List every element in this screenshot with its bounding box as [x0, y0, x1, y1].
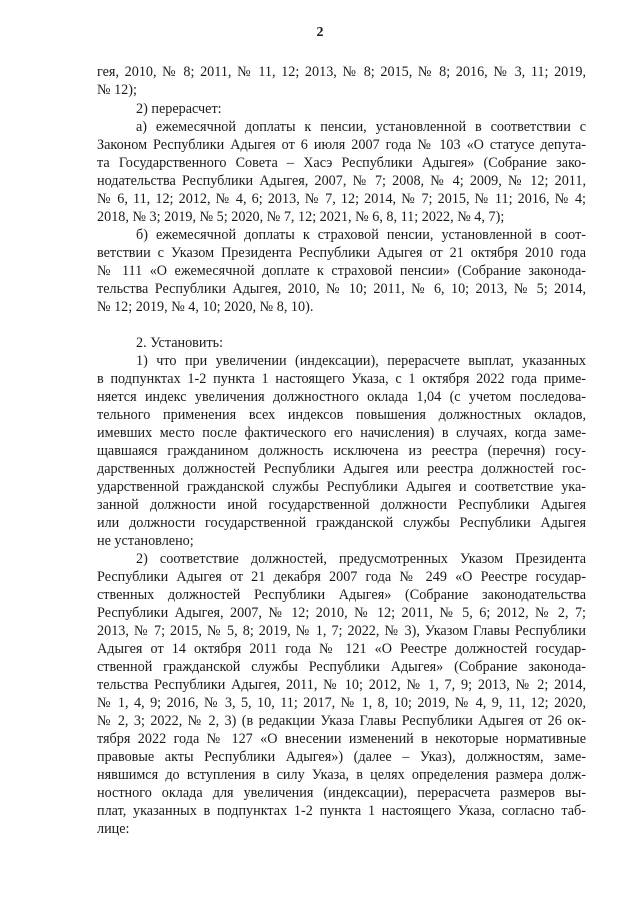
text-line: 2013, № 7; 2015, № 5, 8; 2019, № 1, 7; 2022, № 3), Указом Главы Республики [97, 623, 586, 639]
text-line: Адыгея от 14 октября 2011 года № 121 «О Реестре должностей государ- [97, 641, 586, 657]
text-line: ностного оклада для увеличения (индексации), перерасчета размеров вы- [97, 785, 586, 801]
text-line: Законом Республики Адыгея от 6 июля 2007 года № 103 «О статусе депута- [97, 137, 586, 153]
text-line: гея, 2010, № 8; 2011, № 11, 12; 2013, № 8; 2015, № 8; 2016, № 3, 11; 2019, [97, 64, 586, 80]
text-line: ветствии с Указом Президента Республики Адыгея от 21 октября 2010 года [97, 245, 586, 261]
text-line: тельного применения всех индексов повышения должностных окладов, [97, 407, 586, 423]
text-line: ственных должностей Республики Адыгея» (Собрание законодательства [97, 587, 586, 603]
text-line: 2. Установить: [136, 335, 224, 351]
text-line: тельства Республики Адыгея, 2010, № 10; 2011, № 6, 10; 2013, № 5; 2014, [97, 281, 586, 297]
text-line: нявшимся до вступления в силу Указа, в целях определения размера долж- [97, 767, 586, 783]
text-line: нодательства Республики Адыгея, 2007, № 7; 2008, № 4; 2009, № 12; 2011, [97, 173, 586, 189]
text-line: или должности государственной гражданской службы Республики Адыгея [97, 515, 586, 531]
text-line: № 111 «О ежемесячной доплате к страховой пенсии» (Собрание законода- [97, 263, 586, 279]
text-line: не установлено; [97, 533, 194, 549]
text-line: № 6, 11, 12; 2012, № 4, 6; 2013, № 7, 12; 2014, № 7; 2015, № 11; 2016, № 4; [97, 191, 586, 207]
text-line: лице: [97, 821, 130, 837]
text-line: в подпунктах 1-2 пункта 1 настоящего Указа, с 1 октября 2022 года приме- [97, 371, 586, 387]
page-number: 2 [316, 25, 324, 40]
text-line: занной должности иной государственной должности Республики Адыгея [97, 497, 586, 513]
text-line: тября 2022 года № 127 «О внесении изменений в некоторые нормативные [97, 731, 586, 747]
text-line: дарственных должностей Республики Адыгея или реестра должностей гос- [97, 461, 586, 477]
text-line: № 2, 3; 2022, № 2, 3) (в редакции Указа Главы Республики Адыгея от 26 ок- [97, 713, 586, 729]
text-line: ударственной гражданской службы Республики Адыгея и соответствие ука- [97, 479, 586, 495]
text-line: Республики Адыгея, 2007, № 12; 2010, № 12; 2011, № 5, 6; 2012, № 2, 7; [97, 605, 586, 621]
text-line: имевших место после фактического его начисления) в случаях, когда заме- [97, 425, 586, 441]
text-line: правовые акты Республики Адыгея») (далее – Указ), должностям, заме- [97, 749, 586, 765]
text-line: плат, указанных в подпунктах 1-2 пункта 1 настоящего Указа, согласно таб- [97, 803, 586, 819]
text-line: та Государственного Совета – Хасэ Республики Адыгея» (Собрание зако- [97, 155, 586, 171]
text-line: няется индекс увеличения должностного оклада 1,04 (с учетом последова- [97, 389, 586, 405]
text-line: № 12; 2019, № 4, 10; 2020, № 8, 10). [97, 299, 314, 315]
text-line: № 12); [97, 82, 137, 98]
text-line: тельства Республики Адыгея, 2011, № 10; 2012, № 1, 7, 9; 2013, № 2; 2014, [97, 677, 586, 693]
text-line: а) ежемесячной доплаты к пенсии, установленной в соответствии с [136, 119, 586, 135]
text-line: 2018, № 3; 2019, № 5; 2020, № 7, 12; 2021, № 6, 8, 11; 2022, № 4, 7); [97, 209, 505, 225]
text-line: 2) перерасчет: [136, 101, 222, 117]
text-line: щавшаяся гражданином должность исключена из реестра (перечня) госу- [97, 443, 586, 459]
text-line: Республики Адыгея от 21 декабря 2007 года № 249 «О Реестре государ- [97, 569, 586, 585]
text-line: № 1, 4, 9; 2016, № 3, 5, 10, 11; 2017, № 1, 8, 10; 2019, № 4, 9, 11, 12; 2020, [97, 695, 586, 711]
text-line: б) ежемесячной доплаты к страховой пенсии, установленной в соот- [136, 227, 586, 243]
text-line: 1) что при увеличении (индексации), перерасчете выплат, указанных [136, 353, 586, 369]
text-line: 2) соответствие должностей, предусмотренных Указом Президента [136, 551, 586, 567]
text-line: ственной гражданской службы Республики Адыгея» (Собрание законода- [97, 659, 586, 675]
